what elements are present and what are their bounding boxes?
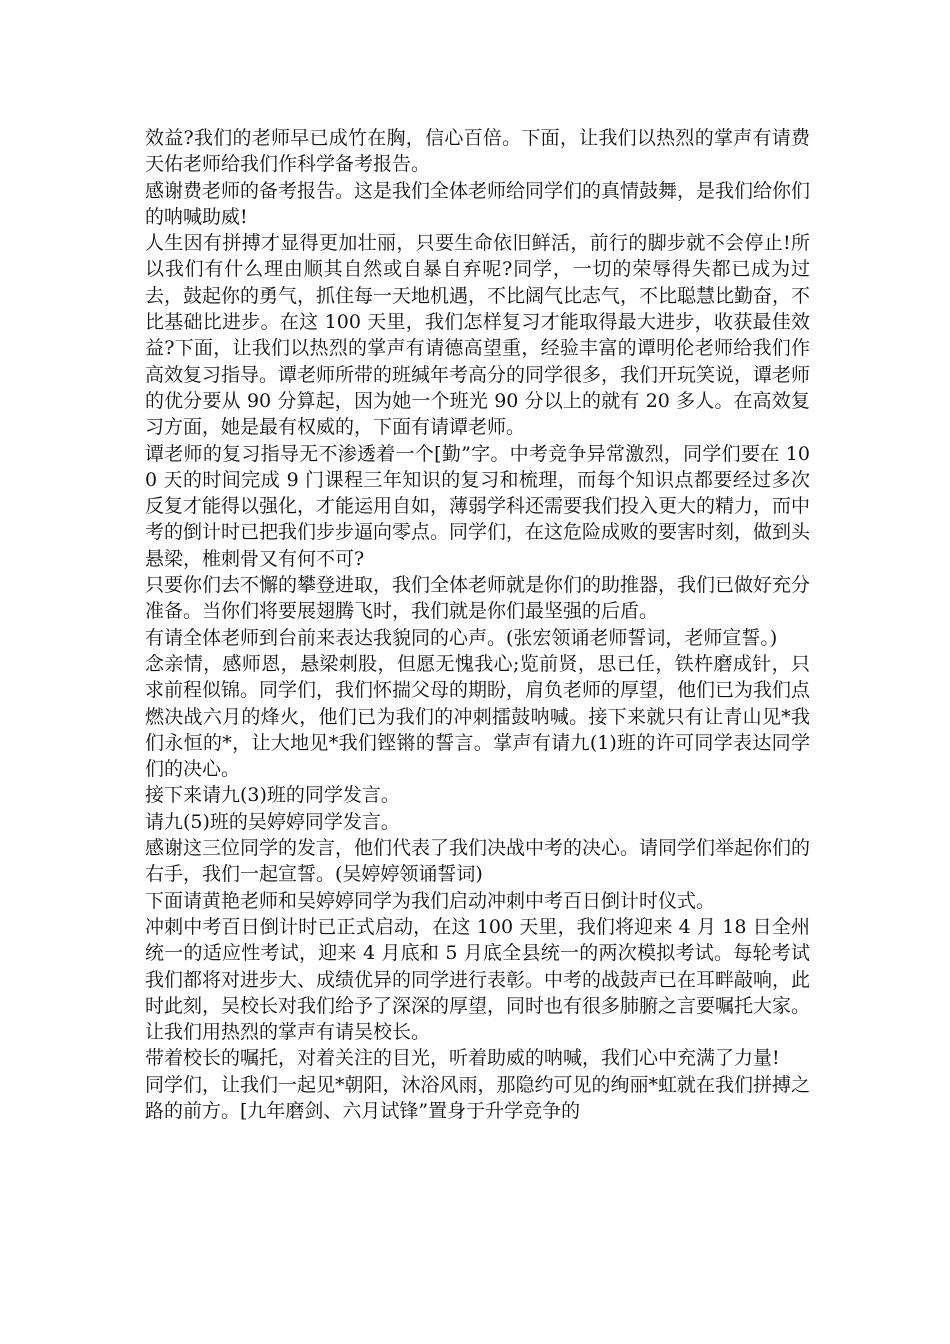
paragraph: 念亲情，感师恩，悬梁刺股，但愿无愧我心;览前贤，思已任，铁杵磨成针，只求前程似锦。同学们，我们怀揣父母的期盼，肩负老师的厚望，他们已为我们点燃决战六月的烽火，他们已为我们的冲刺擂鼓呐喊。接下来就只有让青山见*我们永恒的*，让大地见*我们铿锵的誓言。掌声有请九(1)班的许可同学表达同学们的决心。 (145, 652, 811, 781)
paragraph: 人生因有拼搏才显得更加壮丽，只要生命依旧鲜活，前行的脚步就不会停止!所以我们有什么理由顺其自然或自暴自弃呢?同学，一切的荣辱得失都已成为过去，鼓起你的勇气，抓住每一天地机遇，不比阔气比志气，不比聪慧比勤奋，不比基础比进步。在这 100 天里，我们怎样复习才能取得最大进步，收获最佳效益?下面，让我们以热烈的掌声有请德高望重，经验丰富的谭明伦老师给我们作高效复习指导。谭老师所带的班缄年考高分的同学很多，我们开玩笑说，谭老师的优分要从 90 分算起，因为她一个班光 90 分以上的就有 20 多人。在高效复习方面，她是最有权威的，下面有请谭老师。 (145, 232, 811, 439)
paragraph: 带着校长的嘱托，对着关注的目光，听着助威的呐喊，我们心中充满了力量! (145, 1047, 780, 1070)
paragraph: 谭老师的复习指导无不渗透着一个[勤”字。中考竞争异常激烈，同学们要在 100 天的时间完成 9 门课程三年知识的复习和梳理，而每个知识点都要经过多次反复才能得以强化，才能运用自如，薄弱学科还需要我们投入更大的精力，而中考的倒计时已把我们步步逼向零点。同学们，在这危险成败的要害时刻，做到头悬梁，椎刺骨又有何不可? (145, 442, 811, 570)
paragraph: 感谢费老师的备考报告。这是我们全体老师给同学们的真情鼓舞，是我们给你们的呐喊助威! (145, 179, 811, 228)
paragraph: 只要你们去不懈的攀登进取，我们全体老师就是你们的助推器，我们已做好充分准备。当你们将要展翅腾飞时，我们就是你们最坚强的后盾。 (145, 574, 811, 623)
paragraph: 感谢这三位同学的发言，他们代表了我们决战中考的决心。请同学们举起你们的右手，我们一起宣誓。(吴婷婷领诵誓词) (145, 837, 811, 886)
document-body (145, 125, 810, 1124)
paragraph: 请九(5)班的吴婷婷同学发言。 (145, 810, 400, 833)
paragraph: 效益?我们的老师早已成竹在胸，信心百倍。下面，让我们以热烈的掌声有请费天佑老师给我们作科学备考报告。 (145, 127, 810, 176)
paragraph: 接下来请九(3)班的同学发言。 (145, 784, 400, 807)
paragraph: 冲刺中考百日倒计时已正式启动，在这 100 天里，我们将迎来 4 月 18 日全州统一的适应性考试，迎来 4 月底和 5 月底全县统一的两次模拟考试。每轮考试我们都将对进步大、成绩优异的同学进行表彰。中考的战鼓声已在耳畔敲响，此时此刻，吴校长对我们给予了深深的厚望，同时也有很多肺腑之言要嘱托大家。让我们用热烈的掌声有请吴校长。 (145, 915, 811, 1044)
paragraph: 同学们，让我们一起见*朝阳，沐浴风雨，那隐约可见的绚丽*虹就在我们拼搏之路的前方。[九年磨剑、六月试锋”置身于升学竞争的 (145, 1073, 811, 1122)
paragraph: 下面请黄艳老师和吴婷婷同学为我们启动冲刺中考百日倒计时仪式。 (145, 889, 716, 912)
paragraph: 有请全体老师到台前来表达我貌同的心声。(张宏领诵老师誓词，老师宣誓。) (145, 626, 778, 649)
